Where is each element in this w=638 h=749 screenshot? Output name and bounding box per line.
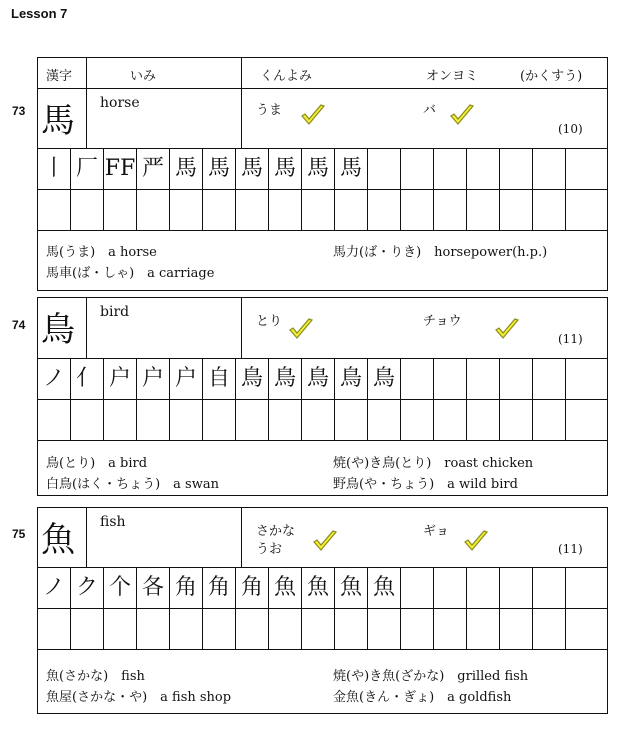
header-onyomi: オンヨミ (426, 69, 479, 84)
entry-number: 73 (12, 104, 26, 118)
stroke-cell: 馬 (269, 149, 302, 189)
check-icon (449, 104, 475, 128)
example: 焼(や)き鳥(とり) roast chicken (333, 456, 534, 471)
stroke-cell: 馬 (236, 149, 269, 189)
stroke-cell: 魚 (302, 568, 335, 608)
kun-reading: さかな (256, 524, 296, 539)
stroke-cell: FF (104, 149, 137, 189)
kun-reading: うお (256, 542, 283, 557)
on-reading: バ (423, 103, 437, 118)
stroke-cell: 魚 (368, 568, 401, 608)
example: 馬力(ば・りき) horsepower(h.p.) (333, 245, 548, 260)
info-row (38, 298, 607, 359)
example: 馬車(ば・しゃ) a carriage (46, 266, 215, 281)
practice-row (38, 400, 607, 441)
stroke-count: (11) (558, 332, 583, 346)
stroke-cell: 厂 (71, 149, 104, 189)
kanji-large: 鳥 (41, 310, 75, 350)
meaning: bird (100, 304, 130, 320)
kanji-card-fish (37, 507, 608, 714)
example: 馬(うま) a horse (46, 245, 157, 260)
stroke-cell: ノ (38, 359, 71, 399)
example: 魚屋(さかな・や) a fish shop (46, 690, 232, 705)
example: 魚(さかな) fish (46, 669, 145, 684)
stroke-order-row (38, 359, 607, 400)
stroke-cell: 魚 (335, 568, 368, 608)
stroke-cell: 鳥 (236, 359, 269, 399)
practice-row (38, 609, 607, 650)
kanji-large: 馬 (41, 101, 75, 141)
example: 焼(や)き魚(ざかな) grilled fish (333, 669, 529, 684)
on-reading: チョウ (423, 314, 462, 329)
column-header-row (38, 58, 607, 89)
lesson-title: Lesson 7 (11, 6, 68, 21)
header-imi: いみ (130, 69, 157, 84)
header-kakusuu: (かくすう) (520, 69, 583, 84)
stroke-cell: ク (71, 568, 104, 608)
stroke-cell: 鳥 (269, 359, 302, 399)
stroke-cell: 角 (203, 568, 236, 608)
stroke-order-row (38, 568, 607, 609)
stroke-cell: 丨 (38, 149, 71, 189)
kanji-card-bird (37, 297, 608, 496)
stroke-cell: 户 (137, 359, 170, 399)
info-row (38, 508, 607, 568)
stroke-cell: 亻 (71, 359, 104, 399)
stroke-count: (11) (558, 542, 583, 556)
stroke-cell: 户 (104, 359, 137, 399)
check-icon (300, 104, 326, 128)
check-icon (463, 530, 489, 554)
stroke-cell: 馬 (335, 149, 368, 189)
check-icon (312, 530, 338, 554)
on-reading: ギョ (423, 524, 450, 539)
meaning: fish (100, 514, 126, 530)
stroke-cell: 户 (170, 359, 203, 399)
stroke-count: (10) (558, 122, 583, 136)
stroke-cell: 馬 (302, 149, 335, 189)
entry-number: 74 (12, 318, 26, 332)
stroke-cell: 馬 (203, 149, 236, 189)
stroke-cell: 鳥 (368, 359, 401, 399)
header-kunyomi: くんよみ (260, 69, 313, 84)
header-kanji: 漢字 (46, 69, 73, 84)
example: 鳥(とり) a bird (46, 456, 148, 471)
kun-reading: うま (256, 103, 283, 118)
kanji-card-horse (37, 57, 608, 291)
stroke-cell: ノ (38, 568, 71, 608)
stroke-cell: 鳥 (335, 359, 368, 399)
stroke-cell: 鳥 (302, 359, 335, 399)
check-icon (288, 318, 314, 342)
stroke-cell: 各 (137, 568, 170, 608)
stroke-order-row (38, 149, 607, 190)
stroke-cell: 角 (170, 568, 203, 608)
info-row (38, 89, 607, 149)
stroke-cell: 魚 (269, 568, 302, 608)
entry-number: 75 (12, 527, 26, 541)
example: 野鳥(や・ちょう) a wild bird (333, 477, 518, 492)
stroke-cell: 馬 (170, 149, 203, 189)
kanji-large: 魚 (41, 520, 75, 560)
meaning: horse (100, 95, 140, 111)
stroke-cell: 自 (203, 359, 236, 399)
practice-row (38, 190, 607, 231)
stroke-cell: 严 (137, 149, 170, 189)
stroke-cell: 个 (104, 568, 137, 608)
kun-reading: とり (256, 314, 283, 329)
check-icon (494, 318, 520, 342)
example: 白鳥(はく・ちょう) a swan (46, 477, 219, 492)
example: 金魚(きん・ぎょ) a goldfish (333, 690, 512, 705)
stroke-cell: 角 (236, 568, 269, 608)
